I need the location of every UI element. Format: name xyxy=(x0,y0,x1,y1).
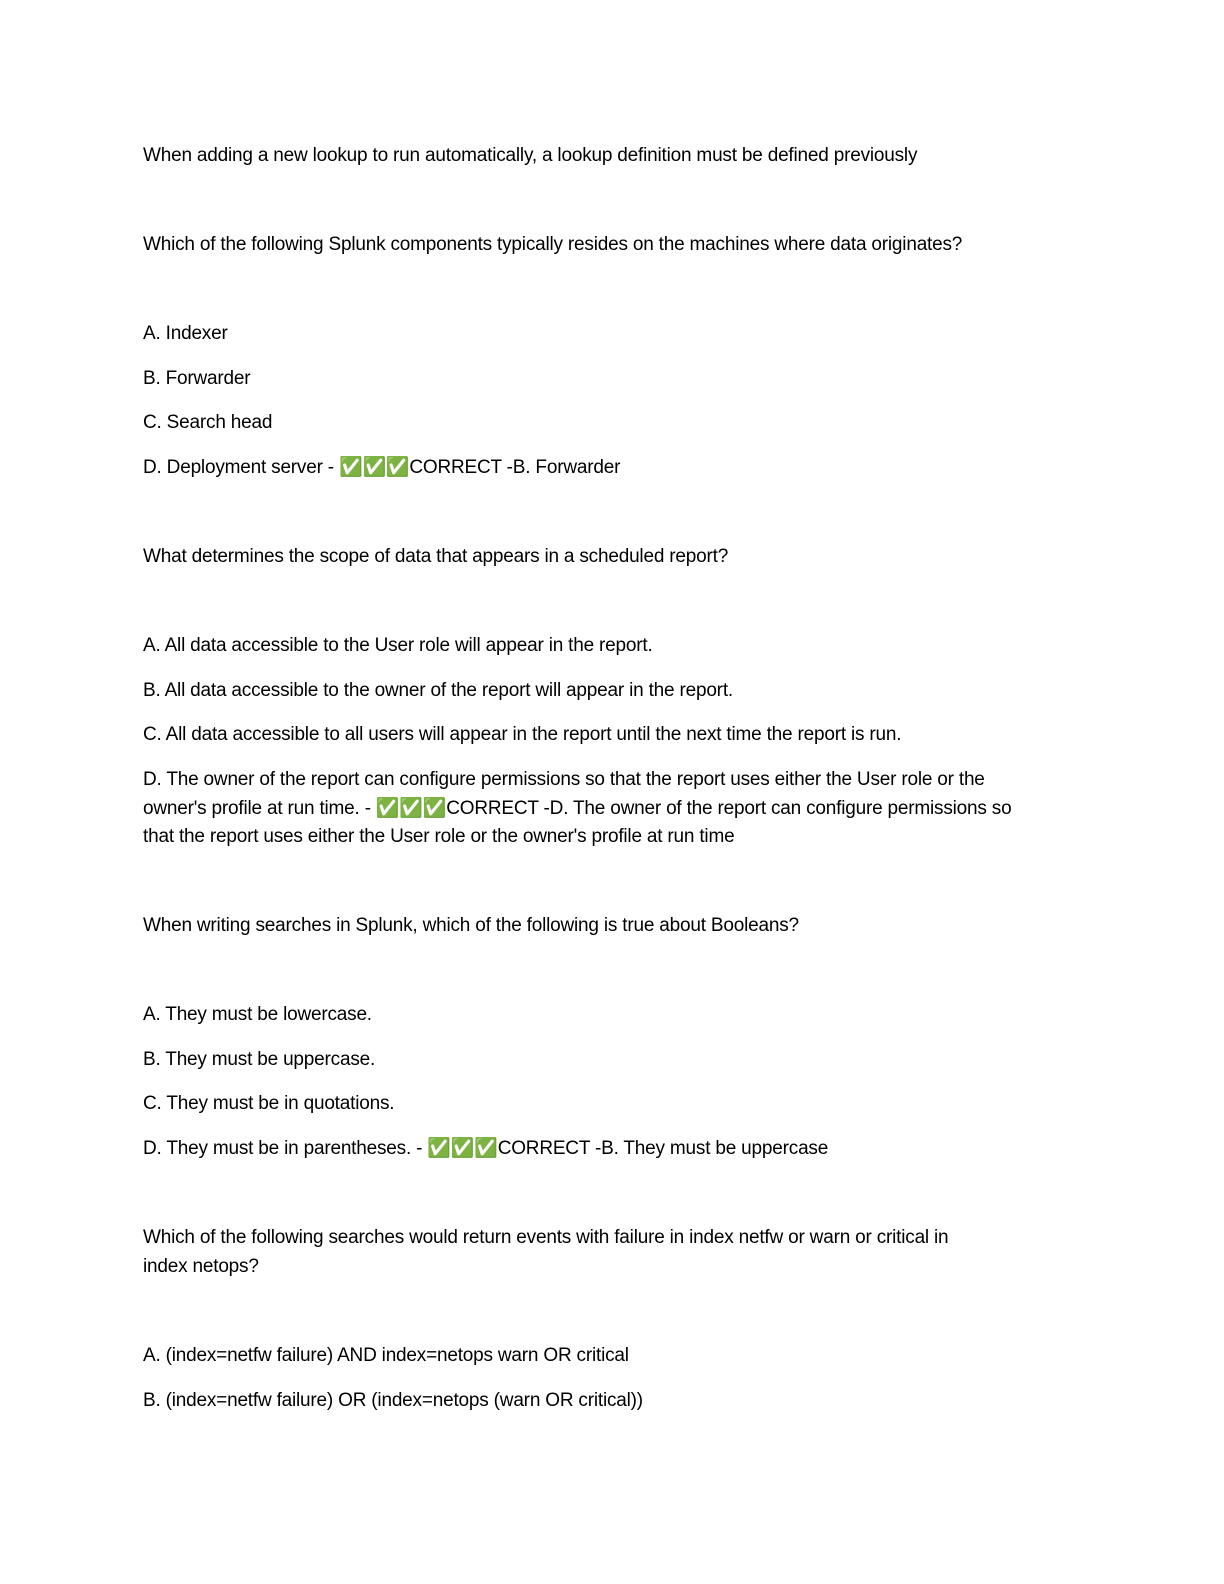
answer-option: B. They must be uppercase. xyxy=(143,1049,376,1070)
answer-option: D. They must be in parentheses. - ✅✅✅CORRECT -B. They must be uppercase xyxy=(143,1138,829,1159)
answer-option: B. (index=netfw failure) OR (index=netops (warn OR critical)) xyxy=(143,1390,643,1411)
answer-option: A. All data accessible to the User role will appear in the report. xyxy=(143,635,653,656)
answer-option: A. Indexer xyxy=(143,323,228,344)
answer-option: B. Forwarder xyxy=(143,368,251,389)
answer-option: C. Search head xyxy=(143,412,273,433)
answer-option: C. All data accessible to all users will appear in the report until the next time the report is run. xyxy=(143,724,902,745)
answer-option: owner's profile at run time. - ✅✅✅CORRECT -D. The owner of the report can configure permissions so xyxy=(143,798,1012,819)
question-text: When writing searches in Splunk, which of the following is true about Booleans? xyxy=(143,915,799,936)
answer-option: D. The owner of the report can configure permissions so that the report uses either the User role or the xyxy=(143,769,985,790)
question-text: index netops? xyxy=(143,1256,259,1277)
question-text: Which of the following Splunk components typically resides on the machines where data originates? xyxy=(143,234,963,255)
text-line: When adding a new lookup to run automatically, a lookup definition must be defined previously xyxy=(143,145,918,166)
answer-option: B. All data accessible to the owner of the report will appear in the report. xyxy=(143,680,733,701)
answer-option: A. (index=netfw failure) AND index=netops warn OR critical xyxy=(143,1345,629,1366)
answer-option: D. Deployment server - ✅✅✅CORRECT -B. Forwarder xyxy=(143,457,621,478)
answer-option: that the report uses either the User role or the owner's profile at run time xyxy=(143,826,735,847)
answer-option: C. They must be in quotations. xyxy=(143,1093,395,1114)
answer-option: A. They must be lowercase. xyxy=(143,1004,372,1025)
question-text: Which of the following searches would return events with failure in index netfw or warn or critical in xyxy=(143,1227,949,1248)
question-text: What determines the scope of data that appears in a scheduled report? xyxy=(143,546,729,567)
